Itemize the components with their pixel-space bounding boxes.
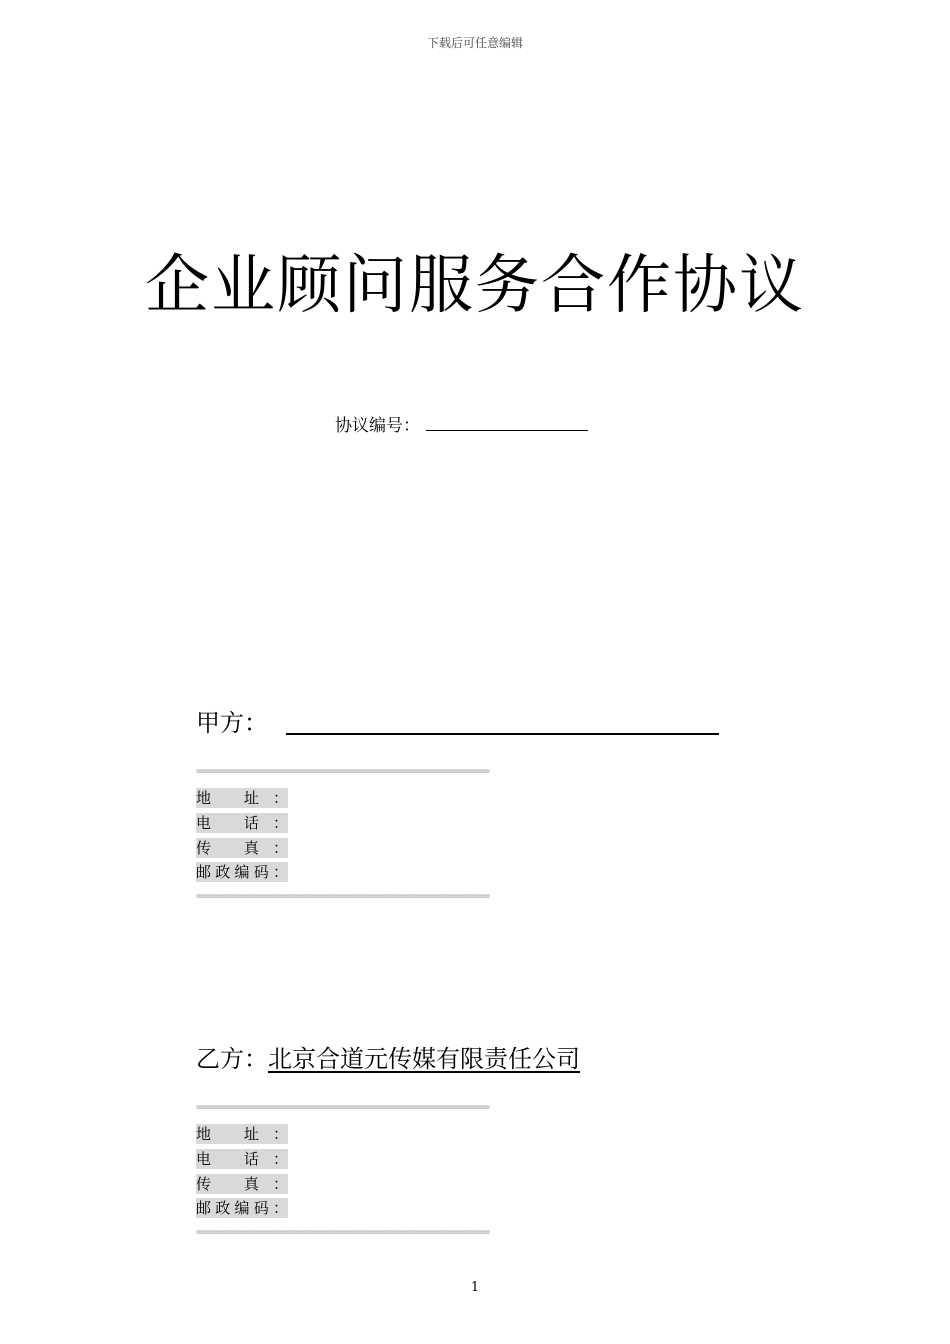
document-title: 企业顾问服务合作协议 [145, 249, 805, 323]
party-a-postcode-label: 邮政编码： [196, 863, 288, 881]
party-b-fax-label: 传 真： [196, 1175, 288, 1193]
party-b-postcode-label: 邮政编码： [196, 1199, 288, 1217]
party-a-address [196, 788, 288, 808]
party-a-label: 甲方： [196, 709, 268, 737]
party-b-fax [196, 1174, 288, 1194]
party-a-phone [196, 813, 288, 833]
party-b-address [196, 1124, 288, 1144]
header-note: 下载后可任意编辑 [426, 36, 523, 50]
party-b-name: 北京合道元传媒有限责任公司 [268, 1045, 580, 1073]
party-a-separator-top: ============================================================== [196, 766, 489, 777]
agreement-number-blank [426, 412, 588, 431]
party-b-label: 乙方： [196, 1045, 268, 1073]
party-b-separator-top: ============================================================== [196, 1102, 489, 1113]
party-a-postcode [196, 862, 288, 882]
party-a-name-blank [286, 733, 719, 735]
party-b-separator-bottom: ============================================================== [196, 1227, 489, 1238]
agreement-number-label: 协议编号： [335, 416, 420, 436]
party-b-phone [196, 1149, 288, 1169]
party-b-postcode [196, 1198, 288, 1218]
party-b-address-label: 地 址： [196, 1125, 288, 1143]
page-number: 1 [470, 1280, 480, 1295]
party-a-fax-label: 传 真： [196, 839, 288, 857]
party-b-heading [196, 1042, 580, 1076]
agreement-number [335, 412, 588, 438]
party-a-address-label: 地 址： [196, 789, 288, 807]
party-b-phone-label: 电 话： [196, 1150, 288, 1168]
party-a-phone-label: 电 话： [196, 814, 288, 832]
party-a-fax [196, 838, 288, 858]
party-a-separator-bottom: ============================================================== [196, 891, 489, 902]
